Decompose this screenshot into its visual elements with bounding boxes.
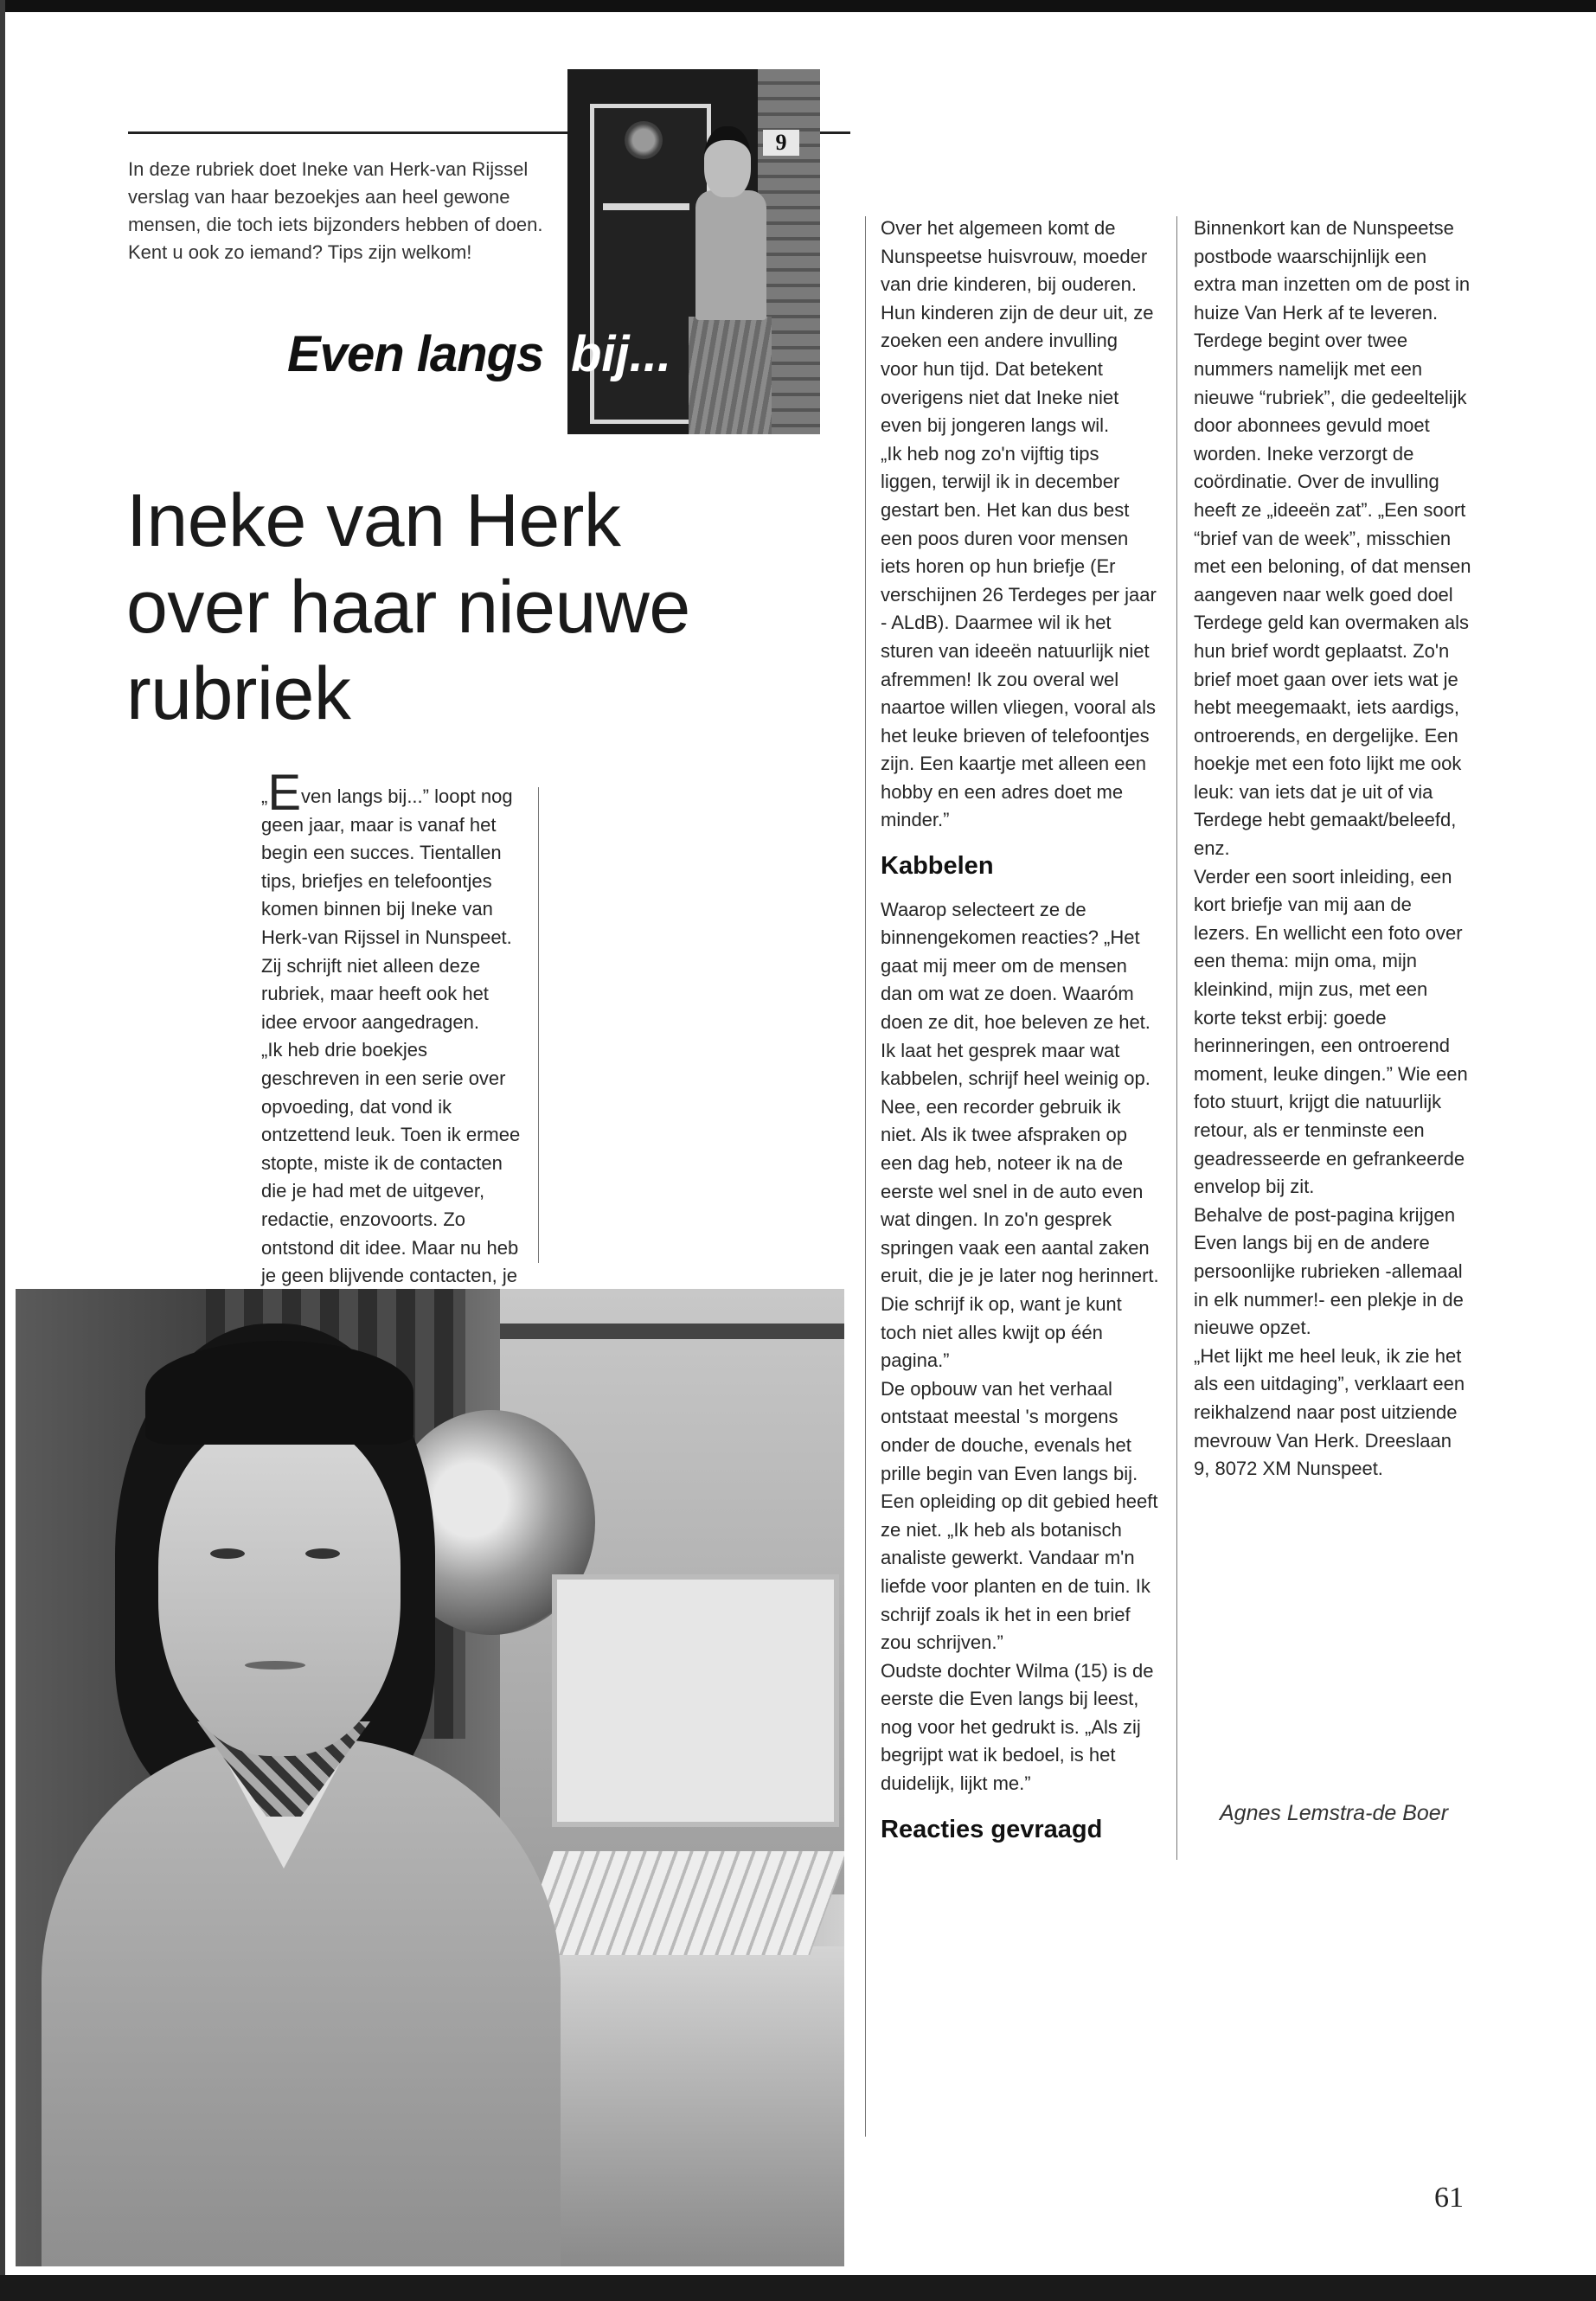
article-column-4 xyxy=(1194,215,1472,1484)
article-column-2 xyxy=(554,780,843,1265)
paragraph-1 xyxy=(261,765,524,1036)
page-left-edge xyxy=(0,0,5,2301)
paragraph-4: „Ik heb nog zo'n vijftig tips liggen, terwijl ik in december gestart ben. Het kan dus best een poos duren voor mensen iets horen op hun briefje (Er verschijnen 26 Terdeges per jaar - ALdB). Daarmee wil ik het sturen van ideeën natuurlijk niet afremmen! Ik zou overal wel naartoe willen vliegen, vooral als het leuke brieven of telefoontjes zijn. Een kaartje met alleen een hobby en een adres doet me minder.” xyxy=(881,442,1157,831)
photo-eye-right xyxy=(305,1548,340,1559)
main-photo-portrait xyxy=(16,1289,844,2266)
photo-face xyxy=(158,1419,401,1756)
paragraph-10: Behalve de post-pagina krijgen Even langs bij en de andere persoonlijke rubrieken -allemaal in elk nummer!- een plekje in de nieuwe opzet. xyxy=(1194,1203,1464,1339)
page-bottom-band xyxy=(0,2275,1596,2301)
house-number: 9 xyxy=(763,130,799,156)
paragraph-9: Verder een soort inleiding, een kort briefje van mij aan de lezers. En wellicht een foto over een thema: mijn oma, mijn kleinkind, mijn zus, met een korte tekst erbij: goede herinneringen, een ontroerend moment, leuke dingen.” Wie een foto stuurt, krijgt die natuurlijk retour, als er tenminste een geadresseerde en gefrankeerde envelop bij zit. xyxy=(1194,865,1468,1198)
page-number: 61 xyxy=(1434,2182,1464,2214)
page-top-border xyxy=(0,0,1596,12)
photo-fringe xyxy=(145,1341,413,1445)
photo-keyboard xyxy=(516,1851,844,1955)
paragraph-2: „Ik heb drie boekjes geschreven in een serie over opvoeding, dat vond ik ontzettend leuk. Toen ik ermee stopte, miste ik de contacten die je had met de uitgever, redactie, enzovoorts. Zo ontstond dit idee. Maar nu heb je geen blijvende contacten, je xyxy=(261,1039,521,1287)
article-column-3 xyxy=(881,215,1159,1859)
paragraph-7: Oudste dochter Wilma (15) is de eerste die Even langs bij leest, nog voor het gedrukt is. „Als zij begrijpt wat ik bedoel, is het duidelijk, lijkt me.” xyxy=(881,1659,1154,1795)
intro-text: In deze rubriek doet Ineke van Herk-van Rijssel verslag van haar bezoekjes aan heel gewone mensen, die toch iets bijzonders hebben of doen. Kent u ook zo iemand? Tips zijn welkom! xyxy=(128,158,543,263)
photo-woman-skirt xyxy=(689,317,772,434)
paragraph-6: De opbouw van het verhaal ontstaat meestal 's morgens onder de douche, evenals het prille begin van Even langs bij. Een opleiding op dit gebied heeft ze niet. „Ik heb als botanisch analiste gewerkt. Vandaar m'n liefde voor planten en de tuin. Ik schrijf zoals ik het in een brief zou schrijven.” xyxy=(881,1377,1158,1654)
photo-shelf xyxy=(500,1324,844,1339)
photo-door-panel xyxy=(603,203,689,210)
article-headline: Ineke van Herk over haar nieuwe rubriek xyxy=(126,479,690,735)
column-divider xyxy=(538,787,539,1263)
opening-quote: „ xyxy=(261,785,268,807)
paragraph-5: Waarop selecteert ze de binnengekomen reacties? „Het gaat mij meer om de mensen dan om wat ze doen. Waaróm doen ze dit, hoe beleven ze het. Ik laat het gesprek maar wat kabbelen, schrijf heel weinig op. Nee, een recorder gebruik ik niet. Als ik twee afspraken op een dag heb, noteer ik na de eerste wel snel in de auto even wat dingen. In zo'n gesprek springen vaak een aantal zaken eruit, die je je later nog herinnert. Die schrijf ik op, want je kunt toch niet alles kwijt op één pagina.” xyxy=(881,898,1159,1372)
subhead-reacties: Reacties gevraagd xyxy=(881,1815,1103,1843)
paragraph-8: Binnenkort kan de Nunspeetse postbode waarschijnlijk een extra man inzetten om de post in huize Van Herk af te leveren. Terdege begint over twee nummers namelijk met een nieuwe “rubriek”, die gedeeltelijk door abonnees gevuld moet worden. Ineke verzorgt de coördinatie. Over de invulling heeft ze „ideeën zat”. „Een soort “brief van de week”, misschien met een beloning, of dat mensen aangeven naar welk goed doel Terdege geld kan overmaken als hun brief wordt geplaatst. Zo'n brief moet gaan over iets wat je hebt meegemaakt, iets aardigs, ontroerends, en dergelijke. Een hoekje met een foto lijkt me ook leuk: van iets dat je uit of via Terdege hebt gemaakt/beleefd, enz. xyxy=(1194,217,1471,860)
paragraph-11: „Het lijkt me heel leuk, ik zie het als een uitdaging”, verklaart een reikhalzend naar post uitziende mevrouw Van Herk. Dreeslaan 9, 8072 XM Nunspeet. xyxy=(1194,1344,1465,1480)
column-divider-2 xyxy=(865,216,866,2137)
photo-wreath xyxy=(625,121,663,159)
rubric-title: Even langs xyxy=(287,326,544,382)
photo-woman-head xyxy=(704,126,751,197)
paragraph-3: Over het algemeen komt de Nunspeetse huisvrouw, moeder van drie kinderen, bij ouderen. Hun kinderen zijn de deur uit, ze zoeken een andere invulling voor hun tijd. Dat betekent overigens niet dat Ineke niet even bij jongeren langs wil. xyxy=(881,217,1154,437)
drop-cap: E xyxy=(267,765,302,821)
rubric-title-suffix: bij... xyxy=(571,326,671,382)
photo-woman-body xyxy=(695,190,766,320)
photo-eye-left xyxy=(210,1548,245,1559)
photo-monitor xyxy=(552,1574,839,1827)
photo-mouth xyxy=(245,1661,305,1670)
column-divider-3 xyxy=(1176,216,1177,1860)
byline: Agnes Lemstra-de Boer xyxy=(1220,1801,1449,1825)
paragraph-1-text: ven langs bij...” loopt nog geen jaar, maar is vanaf het begin een succes. Tientallen tips, briefjes en telefoontjes komen binnen bij Ineke van Herk-van Rijssel in Nunspeet. Zij schrijft niet alleen deze rubriek, maar heeft ook het idee ervoor aangedragen. xyxy=(261,785,513,1033)
subhead-kabbelen: Kabbelen xyxy=(881,852,994,881)
